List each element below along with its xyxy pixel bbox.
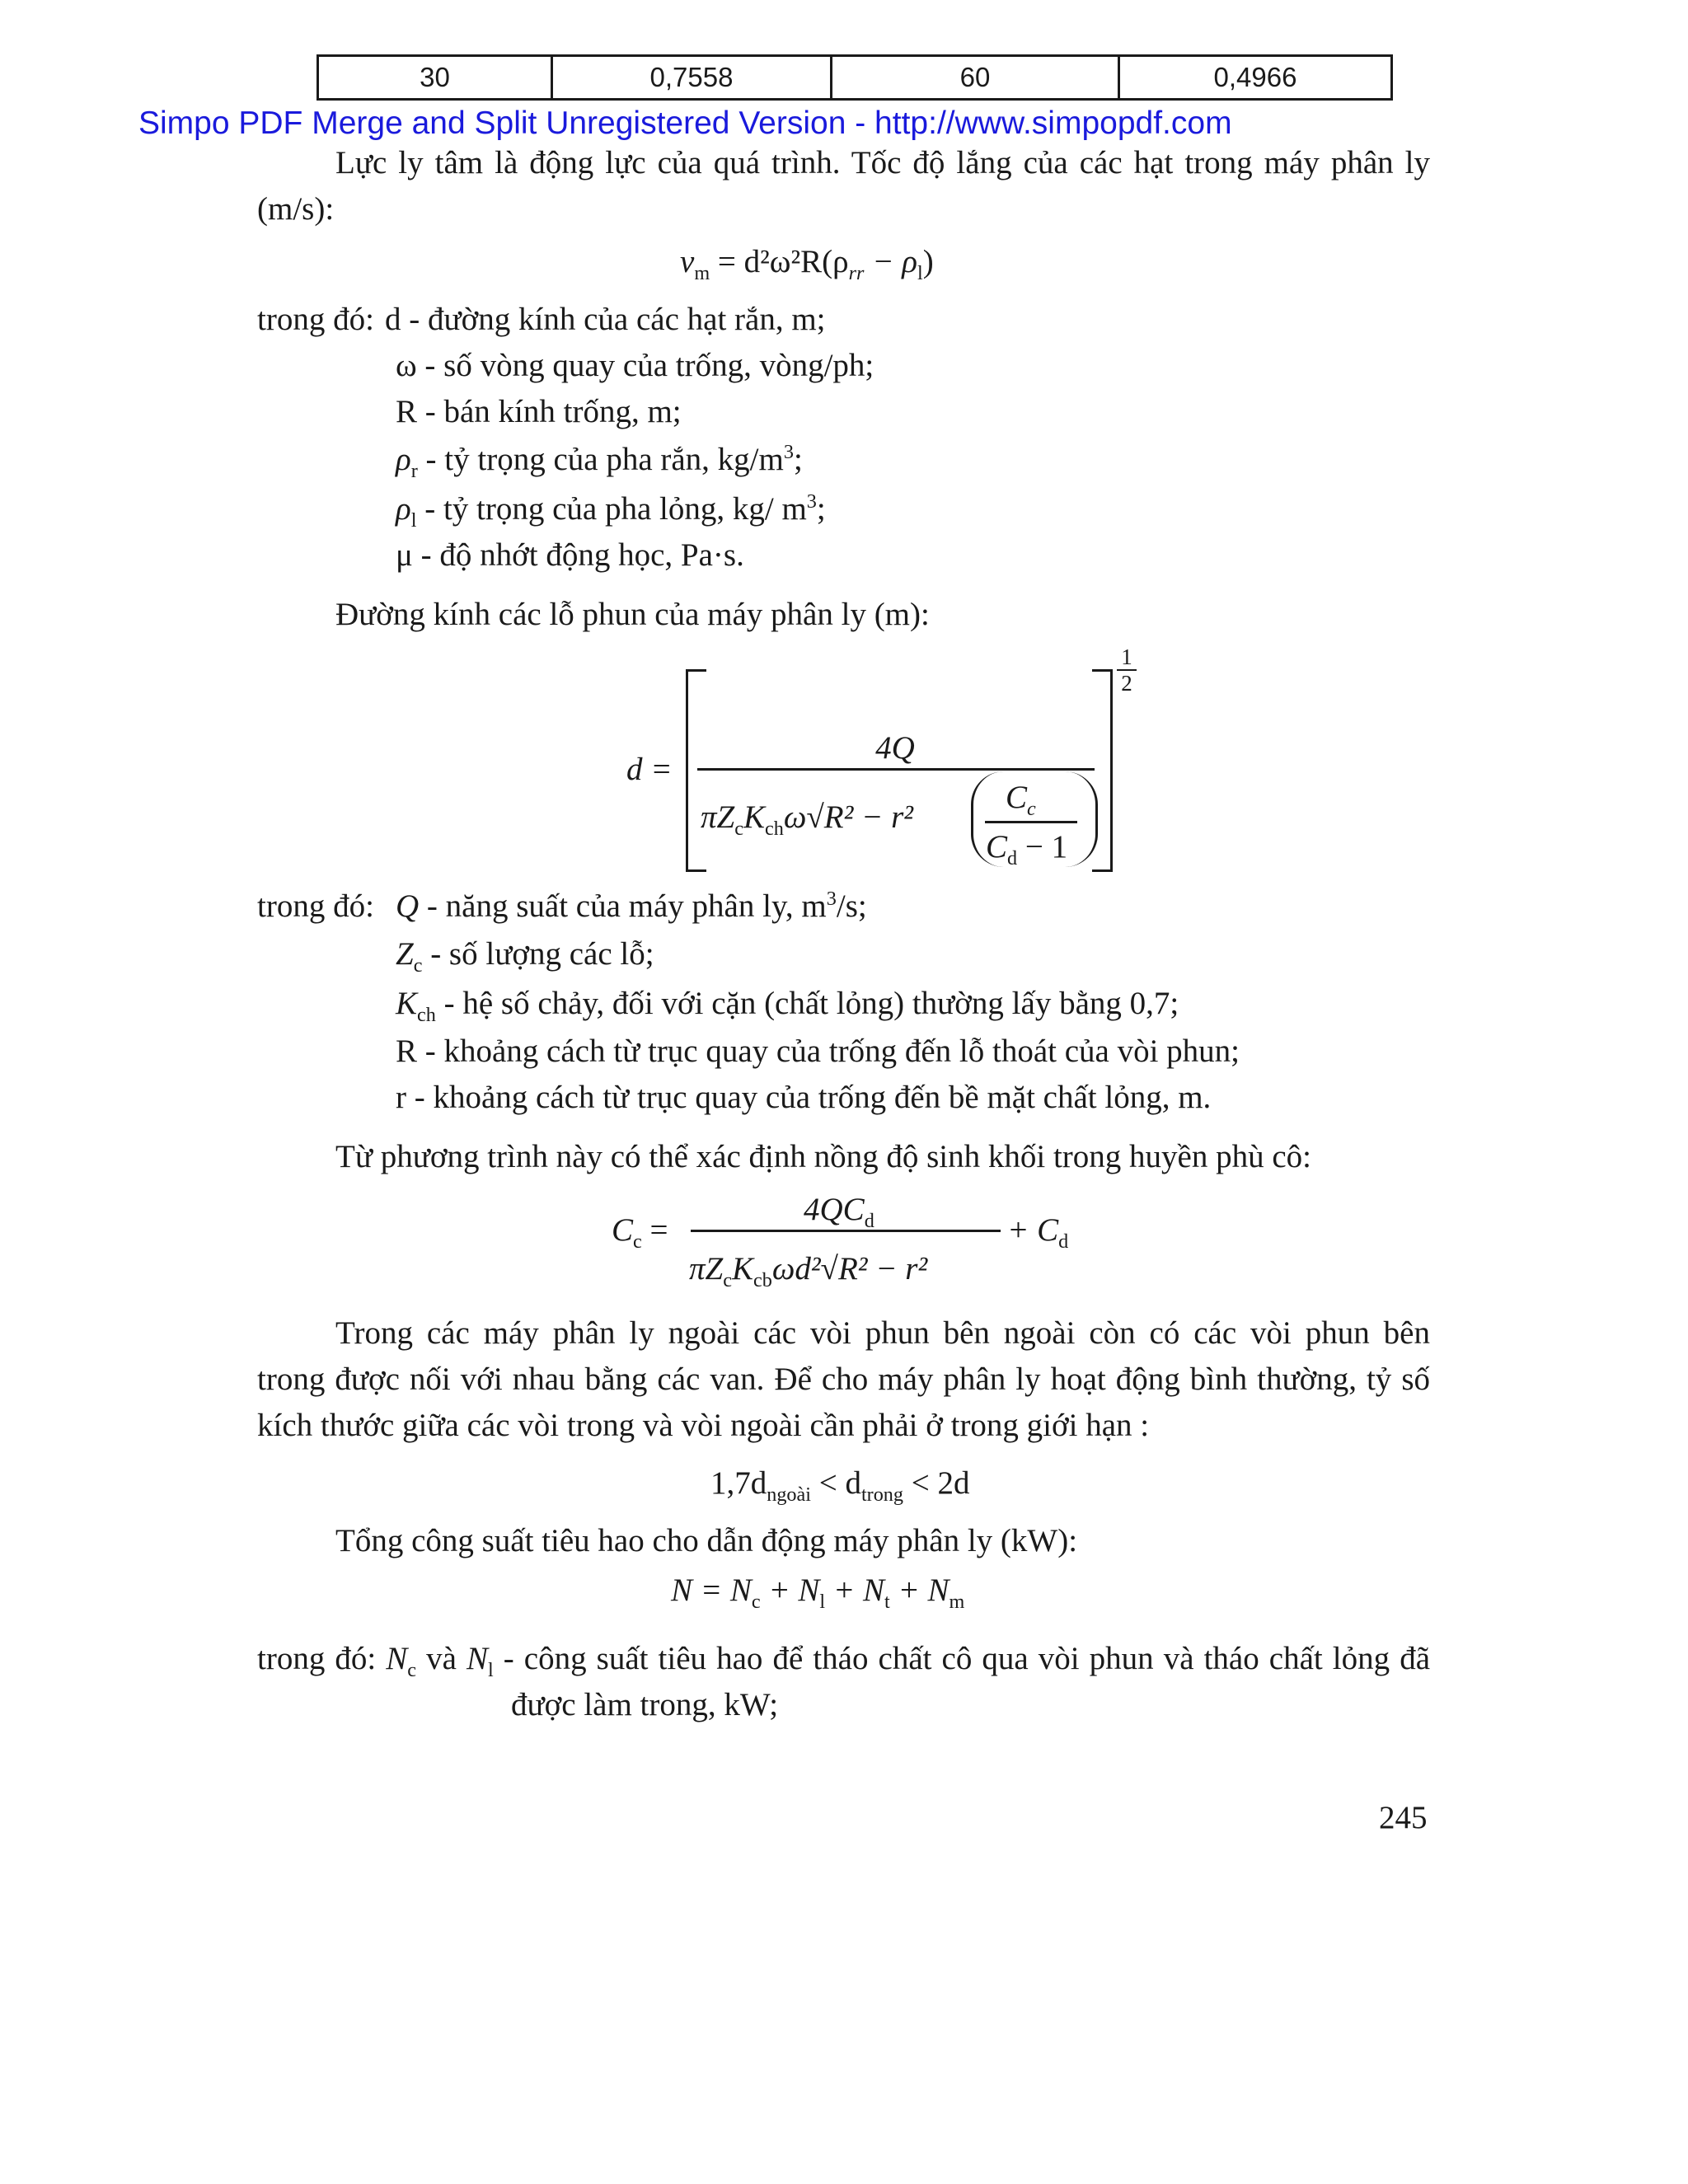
definition-item: d - đường kính của các hạt rắn, m; [385,302,826,337]
eq-subscript: m [694,261,710,284]
eq-subscript: d [1007,846,1018,869]
inner-denominator [986,824,1067,870]
eq-symbol: K [396,986,418,1021]
eq-text: πZ [701,799,735,835]
definitions-intro: trong đó: [257,1641,387,1676]
inner-numerator [1006,775,1036,821]
eq-text: < d [810,1465,861,1501]
table-cell: 0,7558 [552,56,832,100]
eq-subscript: r [410,459,418,482]
eq-text: πZ [689,1251,724,1286]
definition-item [396,437,803,483]
eq-subscript: c [751,1590,761,1613]
eq-subscript: d [1058,1230,1069,1253]
paragraph-line: Trong các máy phân ly ngoài các vòi phun bên ngoài còn có các vòi phun bên [335,1315,1430,1351]
fraction-bar [691,1230,1001,1232]
definition-item: được làm trong, kW; [511,1687,779,1722]
fraction-numerator [804,1187,874,1233]
definition-text: ; [816,491,826,527]
definition-item: ω - số vòng quay của trống, vòng/ph; [396,348,874,383]
paragraph-line: Tổng công suất tiêu hao cho dẫn động máy phân ly (kW): [335,1523,1078,1558]
eq-subscript: c [734,817,743,840]
table-cell: 30 [318,56,552,100]
eq-text: 1,7d [710,1465,767,1501]
eq-subscript: c [633,1230,642,1253]
definition-text: - tỷ trọng của pha lỏng, kg/ m [416,491,807,527]
eq-subscript: c [413,954,423,977]
inner-fraction-bar [985,821,1077,823]
eq-subscript: m [949,1590,965,1613]
left-bracket [686,669,706,872]
eq-text: = d²ω²R(ρ [717,244,849,279]
eq-symbol: Q [396,888,420,924]
eq-subscript: rr [848,261,865,284]
eq-text: + N [889,1572,950,1608]
eq-text: N = N [671,1572,752,1608]
exponent-denominator: 2 [1121,671,1132,696]
equation-plus-term [1007,1207,1068,1254]
paragraph-line: (m/s): [257,191,335,227]
eq-symbol: C [612,1212,634,1248]
definitions-intro: trong đó: [257,302,374,337]
definition-text: và [416,1641,467,1676]
eq-subscript: l [410,509,417,532]
paragraph-line: Đường kính các lỗ phun của máy phân ly (m): [335,597,930,632]
definition-item: μ - độ nhớt động học, Pa·s. [396,537,744,573]
eq-symbol: d = [626,752,673,787]
eq-subscript: ch [417,1003,436,1026]
eq-text: + C [1007,1212,1059,1248]
definitions-intro: trong đó: [257,888,374,924]
eq-text: ) [922,244,934,279]
eq-superscript: 3 [806,490,817,513]
eq-superscript: 3 [783,441,794,463]
eq-text: K [731,1251,753,1286]
data-table [316,54,1393,101]
definition-item [396,486,826,532]
eq-symbol: Z [396,936,414,972]
eq-subscript: cb [753,1268,772,1291]
definition-text: - hệ số chảy, đối với cặn (chất lỏng) thường lấy bằng 0,7; [435,986,1179,1021]
definition-text: /s; [836,888,867,924]
eq-symbol: C [1006,780,1028,815]
equation-ratio [710,1460,969,1507]
eq-symbol: ρ [396,442,411,477]
eq-superscript: 3 [826,888,837,910]
fraction-numerator: 4Q [875,730,915,766]
definition-item [396,883,867,930]
eq-text: ω√R² − r² [783,799,913,835]
eq-text: − 1 [1017,829,1068,865]
eq-text: − ρ [864,244,918,279]
eq-symbol: N [386,1641,408,1676]
eq-subscript: ch [764,817,784,840]
eq-subscript: d [864,1209,874,1232]
eq-text: + N [760,1572,820,1608]
exponent-fraction [1117,644,1137,696]
paragraph-line: Từ phương trình này có thể xác định nồng độ sinh khối trong huyền phù cô: [335,1139,1311,1174]
eq-subscript: t [884,1590,890,1613]
definition-text: - tỷ trọng của pha rắn, kg/m [417,442,784,477]
eq-symbol: v [680,244,695,279]
eq-subscript: c [723,1268,732,1291]
eq-subscript: l [487,1658,494,1681]
eq-subscript: l [917,261,923,284]
paragraph-line: trong được nối với nhau bằng các van. Để cho máy phân ly hoạt động bình thường, tỷ số [257,1361,1430,1397]
fraction-denominator [701,794,913,841]
eq-symbol: N [466,1641,488,1676]
definition-text: - số lượng các lỗ; [422,936,654,972]
table-cell: 0,4966 [1119,56,1392,100]
table-cell: 60 [832,56,1119,100]
eq-subscript: c [1027,797,1036,820]
definition-text: - công suất tiêu hao để tháo chất cô qua vòi phun và tháo chất lỏng đã [493,1641,1430,1676]
eq-symbol: ρ [396,491,411,527]
definition-text: - năng suất của máy phân ly, m [419,888,827,924]
equation-total-power [671,1568,964,1614]
exponent-numerator: 1 [1117,644,1137,671]
eq-subscript: ngoài [767,1483,811,1506]
paragraph-line: Lực ly tâm là động lực của quá trình. Tốc độ lắng của các hạt trong máy phân ly [335,145,1430,180]
watermark-banner: Simpo PDF Merge and Split Unregistered Version - http://www.simpopdf.com [138,105,1232,141]
eq-symbol: C [986,829,1008,865]
paragraph-line: kích thước giữa các vòi trong và vòi ngoài cần phải ở trong giới hạn : [257,1408,1150,1443]
eq-subscript: trong [860,1483,903,1506]
fraction-denominator [689,1246,927,1292]
definition-item: r - khoảng cách từ trục quay của trống đến bề mặt chất lỏng, m. [396,1080,1212,1115]
eq-subscript: c [407,1658,417,1681]
eq-text: ωd²√R² − r² [771,1251,928,1286]
eq-text: 4QC [804,1192,865,1227]
fraction-bar [697,768,1095,771]
definition-text: ; [793,442,803,477]
eq-text: < 2d [903,1465,970,1501]
definition-item: R - khoảng cách từ trục quay của trống đến lỗ thoát của vòi phun; [396,1033,1240,1069]
equation-settling-velocity [680,239,934,285]
eq-text: + N [825,1572,884,1608]
equation-concentration-lhs [612,1207,668,1254]
definition-item [257,1636,1430,1682]
page-number: 245 [1379,1800,1428,1835]
eq-subscript: l [819,1590,826,1613]
table-row [318,56,1392,100]
definition-item: R - bán kính trống, m; [396,394,682,429]
eq-text: K [743,799,765,835]
eq-text: = [641,1212,668,1248]
definition-item [396,981,1179,1027]
definition-item [396,931,654,977]
